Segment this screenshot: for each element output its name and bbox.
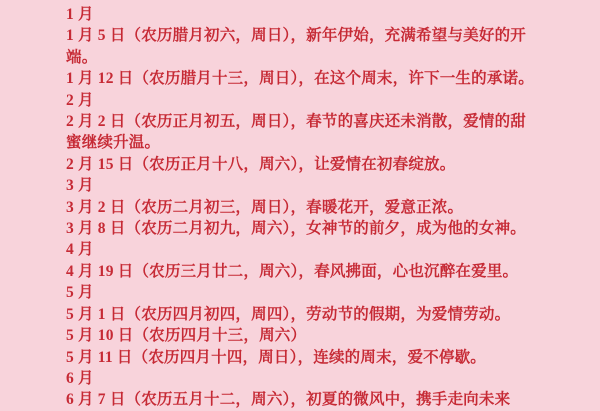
text-line: 1 月 xyxy=(66,6,94,23)
text-line: 3 月 2 日（农历二月初三，周日），春暖花开，爱意正浓。 xyxy=(66,198,464,216)
text-line: 5 月 1 日（农历四月初四，周四），劳动节的假期，为爱情劳动。 xyxy=(66,305,511,323)
text-line: 2 月 15 日（农历正月十八，周六），让爱情在初春绽放。 xyxy=(66,155,456,173)
text-line: 1 月 5 日（农历腊月初六，周日），新年伊始，充满希望与美好的开 xyxy=(66,27,526,45)
text-line: 3 月 xyxy=(66,177,94,195)
text-line: 5 月 xyxy=(66,284,94,302)
text-line: 4 月 19 日（农历三月廿二，周六），春风拂面，心也沉醉在爱里。 xyxy=(66,262,519,280)
text-line: 2 月 xyxy=(66,91,94,109)
text-line: 3 月 8 日（农历二月初九，周六），女神节的前夕，成为他的女神。 xyxy=(66,220,526,238)
text-line: 蜜继续升温。 xyxy=(66,134,161,152)
text-line: 6 月 7 日（农历五月十二，周六），初夏的微风中，携手走向未来 xyxy=(66,391,511,409)
text-line: 1 月 12 日（农历腊月十三，周日），在这个周末，许下一生的承诺。 xyxy=(66,70,534,88)
text-line: 5 月 10 日（农历四月十三，周六） xyxy=(66,327,307,345)
text-line: 4 月 xyxy=(66,241,94,259)
document-body xyxy=(66,4,566,411)
text-line: 2 月 2 日（农历正月初五，周日），春节的喜庆还未消散，爱情的甜 xyxy=(66,113,526,131)
text-line: 端。 xyxy=(66,48,98,66)
text-line: 6 月 xyxy=(66,369,94,387)
text-line: 5 月 11 日（农历四月十四，周日），连续的周末，爱不停歇。 xyxy=(66,348,486,366)
